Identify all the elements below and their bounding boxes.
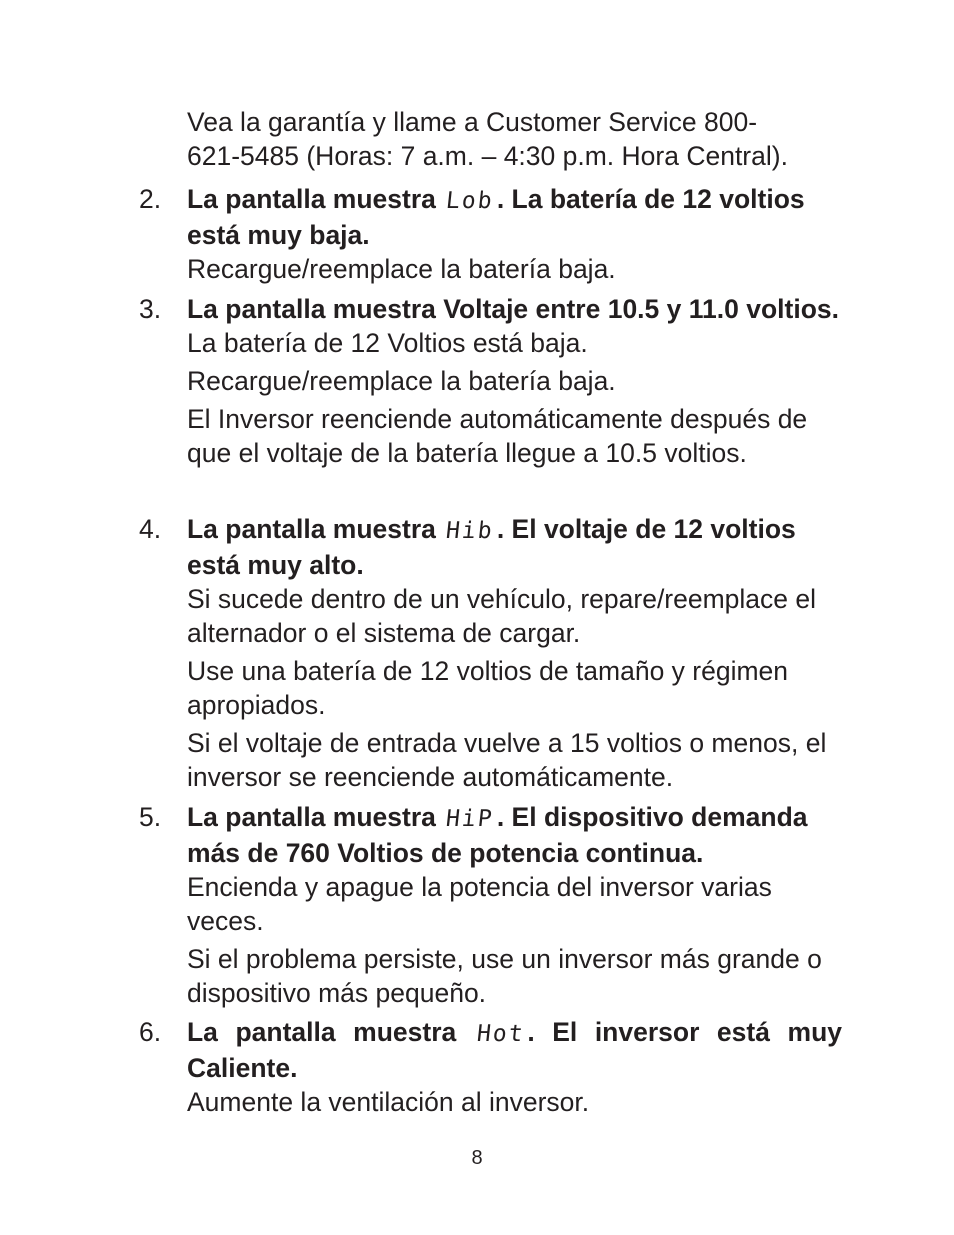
item-number: 5. [139,802,162,832]
item-number: 4. [139,514,162,544]
heading-text-continued: . El voltaje de 12 voltios está muy alto. [187,514,796,580]
item-paragraph: Si el voltaje de entrada vuelve a 15 voltios o menos, el inversor se reenciende automáticamente. [187,728,827,792]
item-paragraph: Si el problema persiste, use un inversor más grande o dispositivo más pequeño. [187,944,822,1008]
item-paragraph: Recargue/reemplace la batería baja. [187,366,616,396]
lcd-code: HiP [444,806,496,832]
troubleshoot-item-2 [139,182,854,286]
item-heading [187,182,842,252]
heading-text-continued: . La batería de 12 voltios está muy baja. [187,184,805,250]
item-number: 3. [139,294,162,324]
item-paragraph: Use una batería de 12 voltios de tamaño y régimen apropiados. [187,656,789,720]
heading-text: La pantalla muestra [187,514,436,544]
item-paragraph: La batería de 12 Voltios está baja. [187,328,588,358]
heading-text: La pantalla muestra [187,1017,457,1047]
intro-text [187,105,847,173]
troubleshoot-item-3 [139,292,854,470]
heading-text: La pantalla muestra [187,802,436,832]
lcd-code: Lob [444,188,496,214]
lcd-code: Hib [444,518,496,544]
item-heading [187,1015,842,1085]
item-paragraph: Si sucede dentro de un vehículo, repare/reemplace el alternador o el sistema de cargar. [187,584,817,648]
intro-line-1: Vea la garantía y llame a Customer Service 800- [187,107,758,137]
lcd-code: Hot [475,1021,526,1047]
item-paragraph: Aumente la ventilación al inversor. [187,1087,590,1117]
item-paragraph: Encienda y apague la potencia del inversor varias veces. [187,872,772,936]
item-number: 2. [139,184,162,214]
troubleshoot-item-6 [139,1015,854,1119]
item-paragraph: Recargue/reemplace la batería baja. [187,254,616,284]
heading-text-continued: . El inversor está muy Caliente. [187,1017,842,1083]
heading-text-continued: . El dispositivo demanda más de 760 Voltios de potencia continua. [187,802,808,868]
intro-line-2: 621-5485 (Horas: 7 a.m. – 4:30 p.m. Hora Central). [187,141,788,171]
troubleshoot-item-4 [139,512,854,794]
item-number: 6. [139,1017,162,1047]
item-heading [187,512,842,582]
page-number: 8 [471,1147,483,1169]
troubleshoot-item-5 [139,800,854,1010]
item-paragraph: El Inversor reenciende automáticamente después de que el voltaje de la batería llegue a 10.5 voltios. [187,404,808,468]
item-heading [187,800,842,870]
heading-text: La pantalla muestra [187,184,436,214]
item-heading: La pantalla muestra Voltaje entre 10.5 y 11.0 voltios. [187,294,839,324]
